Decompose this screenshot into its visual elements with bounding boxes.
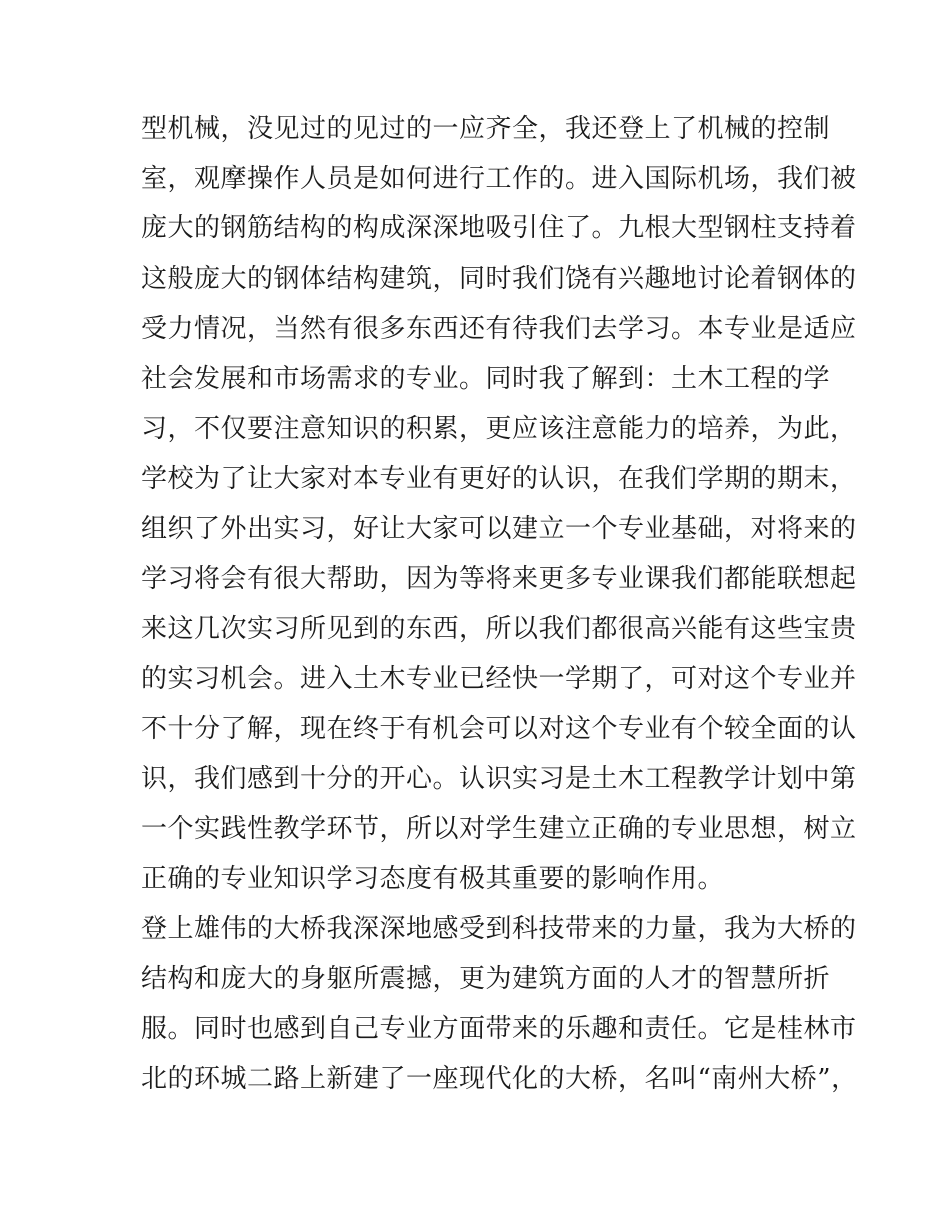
- text-line: 习，不仅要注意知识的积累，更应该注意能力的培养，为此，: [141, 414, 857, 444]
- text-line: 登上雄伟的大桥我深深地感受到科技带来的力量，我为大桥的: [141, 914, 857, 944]
- text-line: 受力情况，当然有很多东西还有待我们去学习。本专业是适应: [141, 314, 857, 344]
- text-line: 一个实践性教学环节，所以对学生建立正确的专业思想，树立: [141, 814, 857, 844]
- text-line: 社会发展和市场需求的专业。同时我了解到：土木工程的学: [141, 364, 831, 394]
- text-line: 庞大的钢筋结构的构成深深地吸引住了。九根大型钢柱支持着: [141, 213, 857, 243]
- text-line: 组织了外出实习，好让大家可以建立一个专业基础，对将来的: [141, 514, 857, 544]
- text-line: 的实习机会。进入土木专业已经快一学期了，可对这个专业并: [141, 664, 857, 694]
- text-line: 型机械，没见过的见过的一应齐全，我还登上了机械的控制: [141, 114, 831, 144]
- text-line: 学校为了让大家对本专业有更好的认识，在我们学期的期末，: [141, 464, 857, 494]
- text-line: 服。同时也感到自己专业方面带来的乐趣和责任。它是桂林市: [141, 1014, 857, 1044]
- text-line: 正确的专业知识学习态度有极其重要的影响作用。: [141, 864, 725, 894]
- text-line: 来这几次实习所见到的东西，所以我们都很高兴能有这些宝贵: [141, 614, 857, 644]
- text-line: 这般庞大的钢体结构建筑，同时我们饶有兴趣地讨论着钢体的: [141, 264, 857, 294]
- text-line: 识，我们感到十分的开心。认识实习是土木工程教学计划中第: [141, 764, 857, 794]
- text-line: 不十分了解，现在终于有机会可以对这个专业有个较全面的认: [141, 714, 857, 744]
- text-line: 学习将会有很大帮助，因为等将来更多专业课我们都能联想起: [141, 564, 857, 594]
- text-line: 北的环城二路上新建了一座现代化的大桥，名叫“南州大桥”，: [141, 1064, 858, 1094]
- text-line: 室，观摩操作人员是如何进行工作的。进入国际机场，我们被: [141, 164, 857, 194]
- text-line: 结构和庞大的身躯所震撼，更为建筑方面的人才的智慧所折: [141, 964, 831, 994]
